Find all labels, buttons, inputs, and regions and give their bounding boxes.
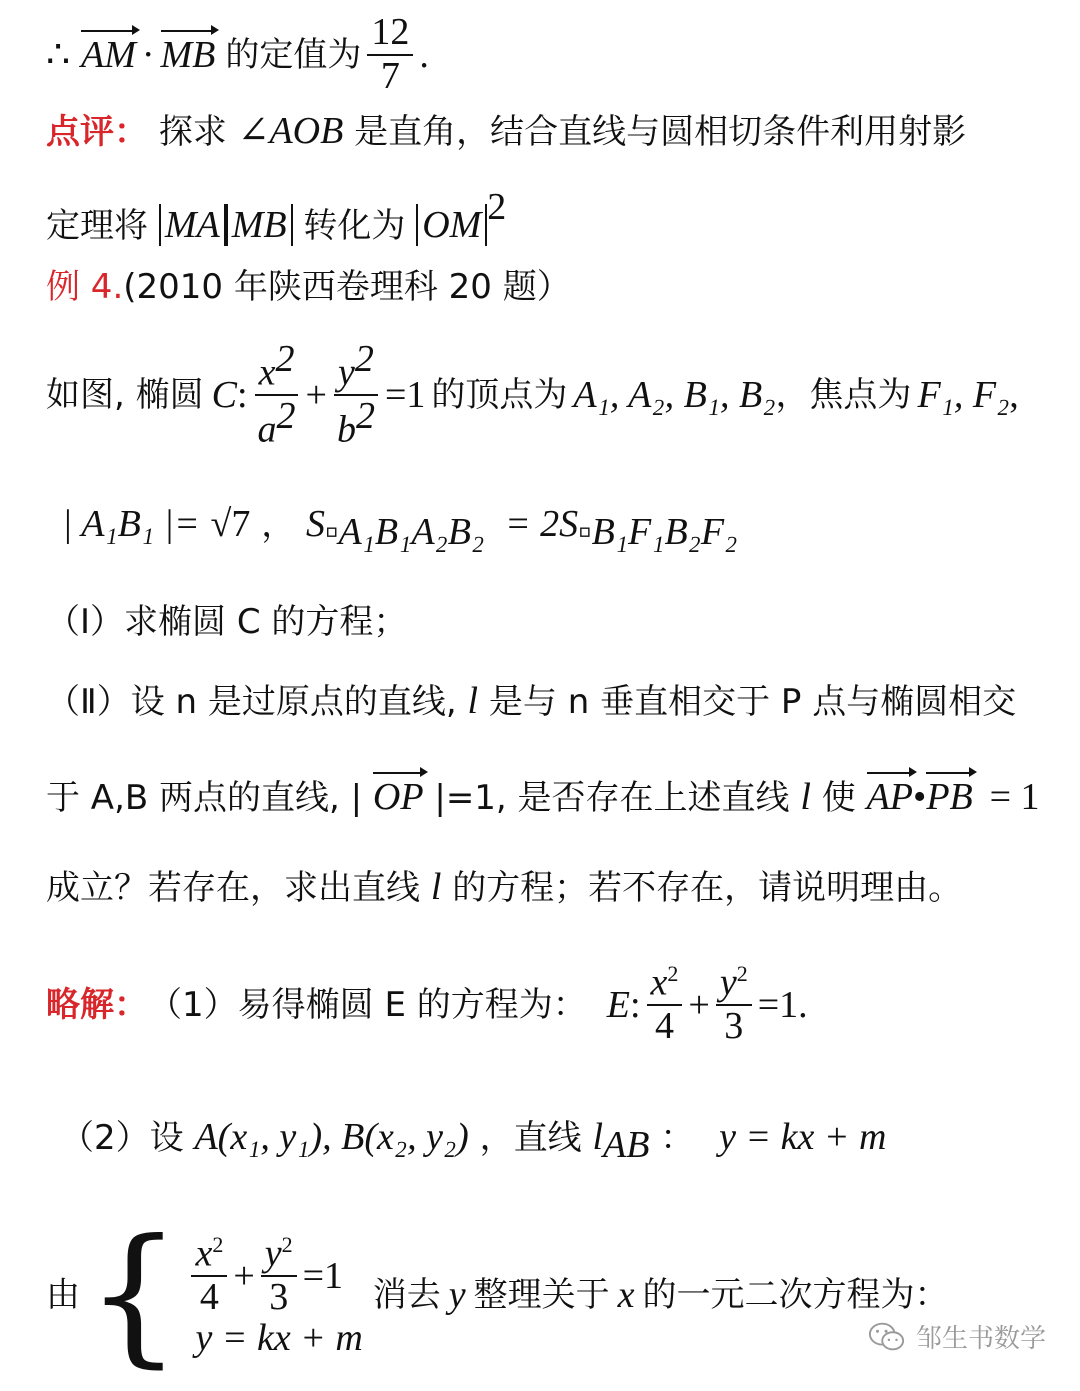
ellipse-c: C [211, 374, 237, 416]
question-2-text-6: 成立？若存在，求出直线 [46, 868, 420, 908]
example-label: 例 4. [46, 267, 124, 307]
line-solution-2 [60, 1118, 886, 1164]
example-source: (2010 年陕西卷理科 20 题） [123, 267, 571, 307]
conclusion-text: 的定值为 [225, 35, 362, 75]
system-text-1: 消去 [372, 1275, 441, 1315]
solution-2-text: （2）设 [60, 1118, 184, 1158]
fraction-12-7 [367, 12, 413, 98]
var-x: x [195, 1232, 213, 1275]
sq: 2 [275, 337, 295, 380]
var-l: l [592, 1116, 603, 1158]
question-2-text-3: 于 A,B 两点的直线, | [46, 778, 363, 818]
var-y: y [264, 1232, 282, 1275]
line-conditions [62, 505, 737, 551]
denominator-3: 3 [724, 1005, 744, 1048]
ellipse-intro: 如图, 椭圆 [46, 375, 204, 415]
vector-am: AM [81, 34, 136, 76]
var-l: l [800, 776, 811, 818]
line-comment-2 [46, 188, 506, 244]
question-2-text-5: 使 [821, 778, 856, 818]
sq: 2 [212, 1231, 224, 1257]
sq: 2 [667, 960, 679, 986]
sq: 2 [736, 960, 748, 986]
comment-text-3: 转化为 [303, 206, 406, 246]
foci: F₁, F₂ [917, 374, 1010, 416]
comment-text-2: 定理将 [46, 206, 148, 246]
denominator-3: 3 [269, 1276, 289, 1319]
var-b: b [336, 408, 356, 451]
fraction-y2-3 [716, 962, 752, 1048]
abs-mb: MB [226, 204, 293, 246]
fraction-y2-3 [261, 1233, 297, 1319]
var-l: l [430, 866, 442, 908]
abs-om: OM [416, 204, 487, 246]
var-x: x [650, 961, 668, 1004]
ellipse-e: E [606, 984, 630, 1026]
solution-label: 略解： [46, 985, 148, 1025]
fraction-denominator: 7 [380, 55, 400, 97]
var-y: y [719, 961, 737, 1004]
points-ab: A(x₁, y₁), B(x₂, y₂) [194, 1116, 469, 1158]
question-2-text-4: |=1, 是否存在上述直线 [434, 778, 790, 818]
var-x: x [617, 1274, 635, 1316]
sqrt-7: √7 [210, 503, 251, 545]
equals-one: =1 [384, 374, 426, 416]
question-2-text-7: 的方程；若不存在，请说明理由。 [452, 868, 963, 908]
question-1 [46, 602, 408, 642]
system-equations [185, 1231, 363, 1360]
angle-aob: ∠AOB [237, 110, 344, 152]
fraction-numerator: 12 [367, 12, 413, 56]
area-sub-1: ▫A₁B₁A₂B₂ [325, 510, 485, 553]
line-solution-1 [46, 950, 808, 1060]
vector-ap: AP [866, 776, 913, 818]
system-text-3: 的一元二次方程为： [642, 1275, 949, 1315]
vector-op: OP [372, 776, 424, 818]
exponent-2: 2 [487, 186, 507, 228]
equals-one: = 1 [989, 776, 1040, 818]
wechat-icon [868, 1320, 906, 1354]
sq: 2 [355, 395, 375, 437]
comment-text: 探求 [158, 112, 227, 152]
colon: ： [660, 1118, 695, 1158]
line-system [46, 1208, 949, 1382]
colon: : [236, 374, 248, 416]
var-l: l [467, 680, 479, 722]
plus-sign: + [233, 1255, 255, 1297]
line-comment [46, 112, 966, 150]
plus-sign: + [688, 984, 710, 1026]
var-x: x [258, 351, 276, 394]
bullet-dot: • [913, 776, 927, 818]
dot-operator: · [141, 34, 155, 76]
line-example-header [46, 267, 571, 307]
var-y: y [338, 351, 355, 394]
system-prefix: 由 [46, 1275, 80, 1315]
question-2-cont [46, 778, 1040, 816]
fraction-x2-a2 [254, 339, 300, 452]
solution-text: （1）易得椭圆 E 的方程为： [148, 985, 587, 1025]
question-2-end [46, 868, 962, 906]
area-sub-2: ▫B₁F₁B₂F₂ [578, 510, 738, 553]
denominator-4: 4 [654, 1005, 674, 1048]
line-equation: y = kx + m [195, 1317, 363, 1360]
subscript-ab: AB [603, 1123, 650, 1166]
sq: 2 [281, 1231, 293, 1257]
question-2 [46, 682, 1016, 720]
separator: ， [261, 505, 296, 545]
vertices-text: 的顶点为 [431, 375, 568, 415]
question-2-text-1: （Ⅱ）设 n 是过原点的直线, [46, 682, 457, 722]
equals-2s: = 2S [504, 503, 579, 545]
area-s: S [306, 503, 325, 545]
line-ellipse-def [46, 337, 1019, 451]
vector-pb: PB [926, 776, 973, 818]
equals-one: =1 [302, 1255, 344, 1297]
question-1-text: （Ⅰ）求椭圆 C 的方程； [46, 602, 408, 642]
watermark-text: 邹生书数学 [915, 1324, 1046, 1354]
plus-sign: + [305, 374, 327, 416]
fraction-y2-b2 [333, 339, 379, 452]
foci-text: ，焦点为 [775, 375, 912, 415]
comma: , [1009, 374, 1019, 416]
question-2-text-2: 是与 n 垂直相交于 P 点与椭圆相交 [488, 682, 1017, 722]
equals-one: =1. [757, 984, 808, 1026]
vector-mb: MB [160, 34, 216, 76]
sq: 2 [354, 337, 374, 380]
colon: : [629, 984, 641, 1026]
sq: 2 [276, 395, 296, 437]
var-a: a [257, 408, 277, 451]
line-equation: y = kx + m [719, 1116, 887, 1158]
solution-2-text-2: ，直线 [479, 1118, 582, 1158]
fraction-x2-4 [647, 962, 683, 1048]
abs-ma: MA [159, 204, 226, 246]
line-conclusion [46, 10, 429, 100]
therefore-symbol: ∴ [46, 34, 71, 76]
var-y: y [448, 1274, 466, 1316]
vertices: A₁, A₂, B₁, B₂ [573, 374, 776, 416]
comment-label: 点评： [46, 112, 148, 152]
watermark [868, 1318, 1046, 1355]
left-brace-icon: { [86, 1208, 182, 1382]
abs-a1b1: | A₁B₁ |= [62, 503, 200, 545]
denominator-4: 4 [199, 1276, 219, 1319]
system-text-2: 整理关于 [473, 1275, 610, 1315]
period: . [419, 34, 429, 76]
comment-text-rest: 是直角，结合直线与圆相切条件利用射影 [354, 112, 967, 152]
fraction-x2-4 [191, 1233, 227, 1319]
